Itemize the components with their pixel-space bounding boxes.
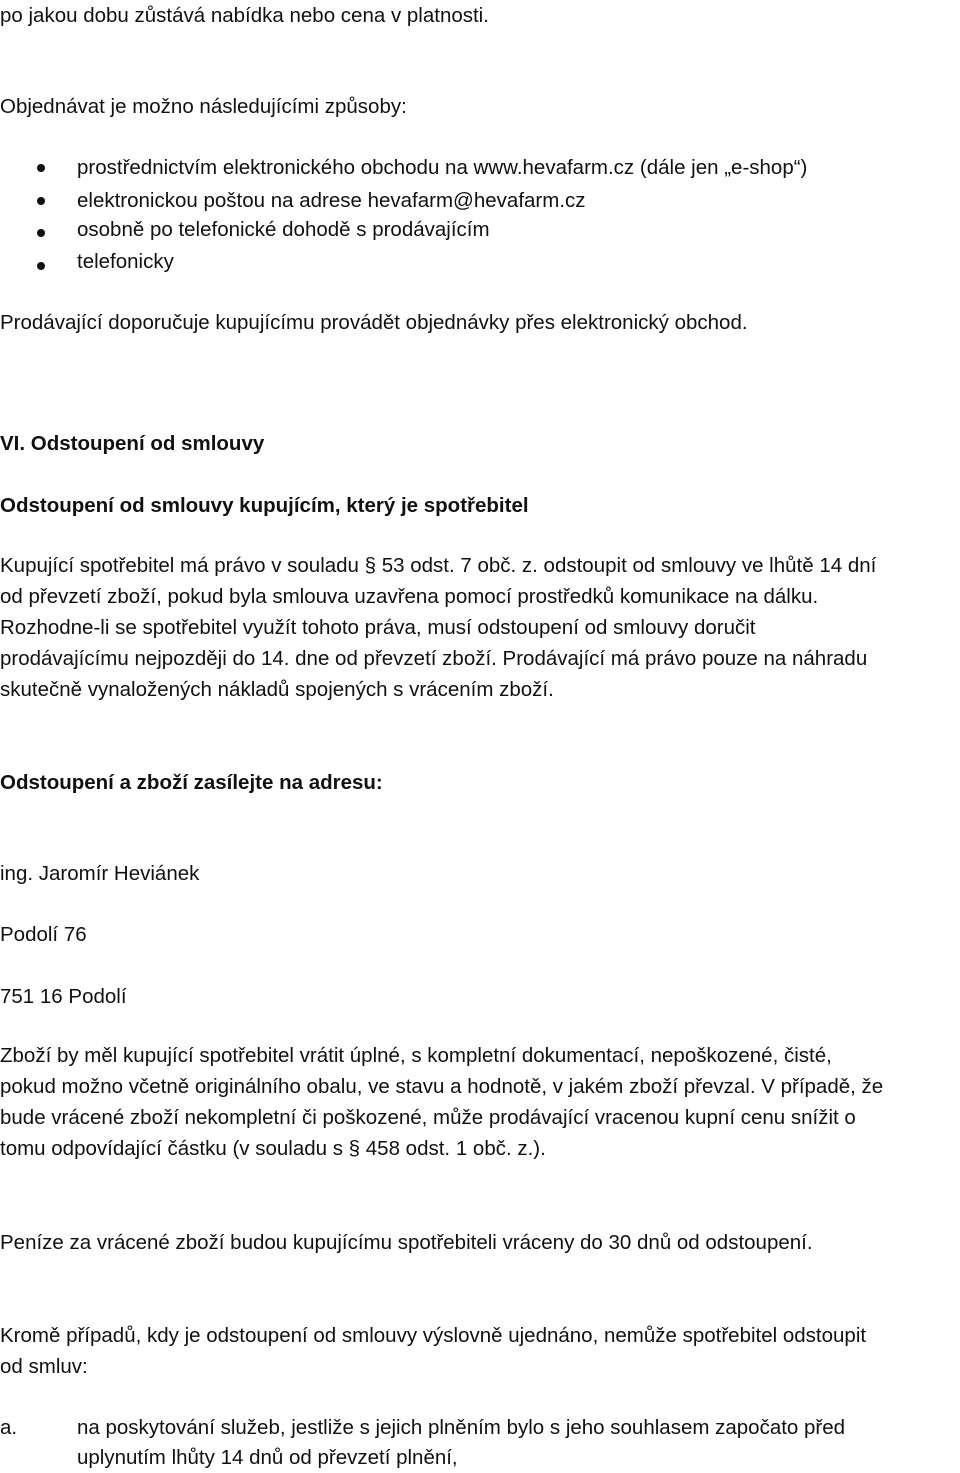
paragraph-line: skutečně vynaložených nákladů spojených s vrácením zboží. [0,678,554,701]
list-item: osobně po telefonické dohodě s prodávajícím [77,218,490,241]
address-street: Podolí 76 [0,923,87,946]
intro-line: po jakou dobu zůstává nabídka nebo cena v platnosti. [0,4,489,27]
paragraph-line: bude vrácené zboží nekompletní či poškozené, může prodávající vracenou kupní cenu snížit o [0,1106,856,1129]
paragraph-line: prodávajícímu nejpozději do 14. dne od převzetí zboží. Prodávající má právo pouze na náhradu [0,647,868,670]
list-marker: a. [0,1416,18,1439]
recommendation-text: Prodávající doporučuje kupujícímu provádět objednávky přes elektronický obchod. [0,311,748,334]
section-title: VI. Odstoupení od smlouvy [0,432,265,455]
list-item-line: na poskytování služeb, jestliže s jejich plněním bylo s jeho souhlasem započato před [77,1416,846,1439]
paragraph-line: od převzetí zboží, pokud byla smlouva uzavřena pomocí prostředků komunikace na dálku. [0,585,819,608]
list-item: elektronickou poštou na adrese hevafarm@hevafarm.cz [77,189,586,212]
list-item: prostřednictvím elektronického obchodu na www.hevafarm.cz (dále jen „e-shop“) [77,156,808,179]
paragraph-line: Kupující spotřebitel má právo v souladu § 53 odst. 7 obč. z. odstoupit od smlouvy ve lhůtě 14 dní [0,554,877,577]
bullet-icon [37,229,45,237]
paragraph-line: Zboží by měl kupující spotřebitel vrátit úplné, s kompletní dokumentací, nepoškozené, čisté, [0,1044,832,1067]
paragraph-line: tomu odpovídající částku (v souladu s § 458 odst. 1 obč. z.). [0,1137,546,1160]
paragraph-line: od smluv: [0,1355,88,1378]
paragraph-line: Rozhodne-li se spotřebitel využít tohoto práva, musí odstoupení od smlouvy doručit [0,616,756,639]
paragraph-line: pokud možno včetně originálního obalu, ve stavu a hodnotě, v jakém zboží převzal. V případě, že [0,1075,884,1098]
address-heading: Odstoupení a zboží zasílejte na adresu: [0,771,383,794]
bullet-icon [37,262,45,270]
bullet-icon [37,197,45,205]
address-city: 751 16 Podolí [0,985,127,1008]
list-item-line: uplynutím lhůty 14 dnů od převzetí plnění, [77,1446,458,1469]
list-item: telefonicky [77,250,174,273]
address-name: ing. Jaromír Heviánek [0,862,200,885]
paragraph-line: Kromě případů, kdy je odstoupení od smlouvy výslovně ujednáno, nemůže spotřebitel odstoupit [0,1324,867,1347]
order-methods-heading: Objednávat je možno následujícími způsoby: [0,95,407,118]
bullet-icon [37,164,45,172]
subsection-title: Odstoupení od smlouvy kupujícím, který je spotřebitel [0,494,529,517]
refund-text: Peníze za vrácené zboží budou kupujícímu spotřebiteli vráceny do 30 dnů od odstoupení. [0,1231,813,1254]
